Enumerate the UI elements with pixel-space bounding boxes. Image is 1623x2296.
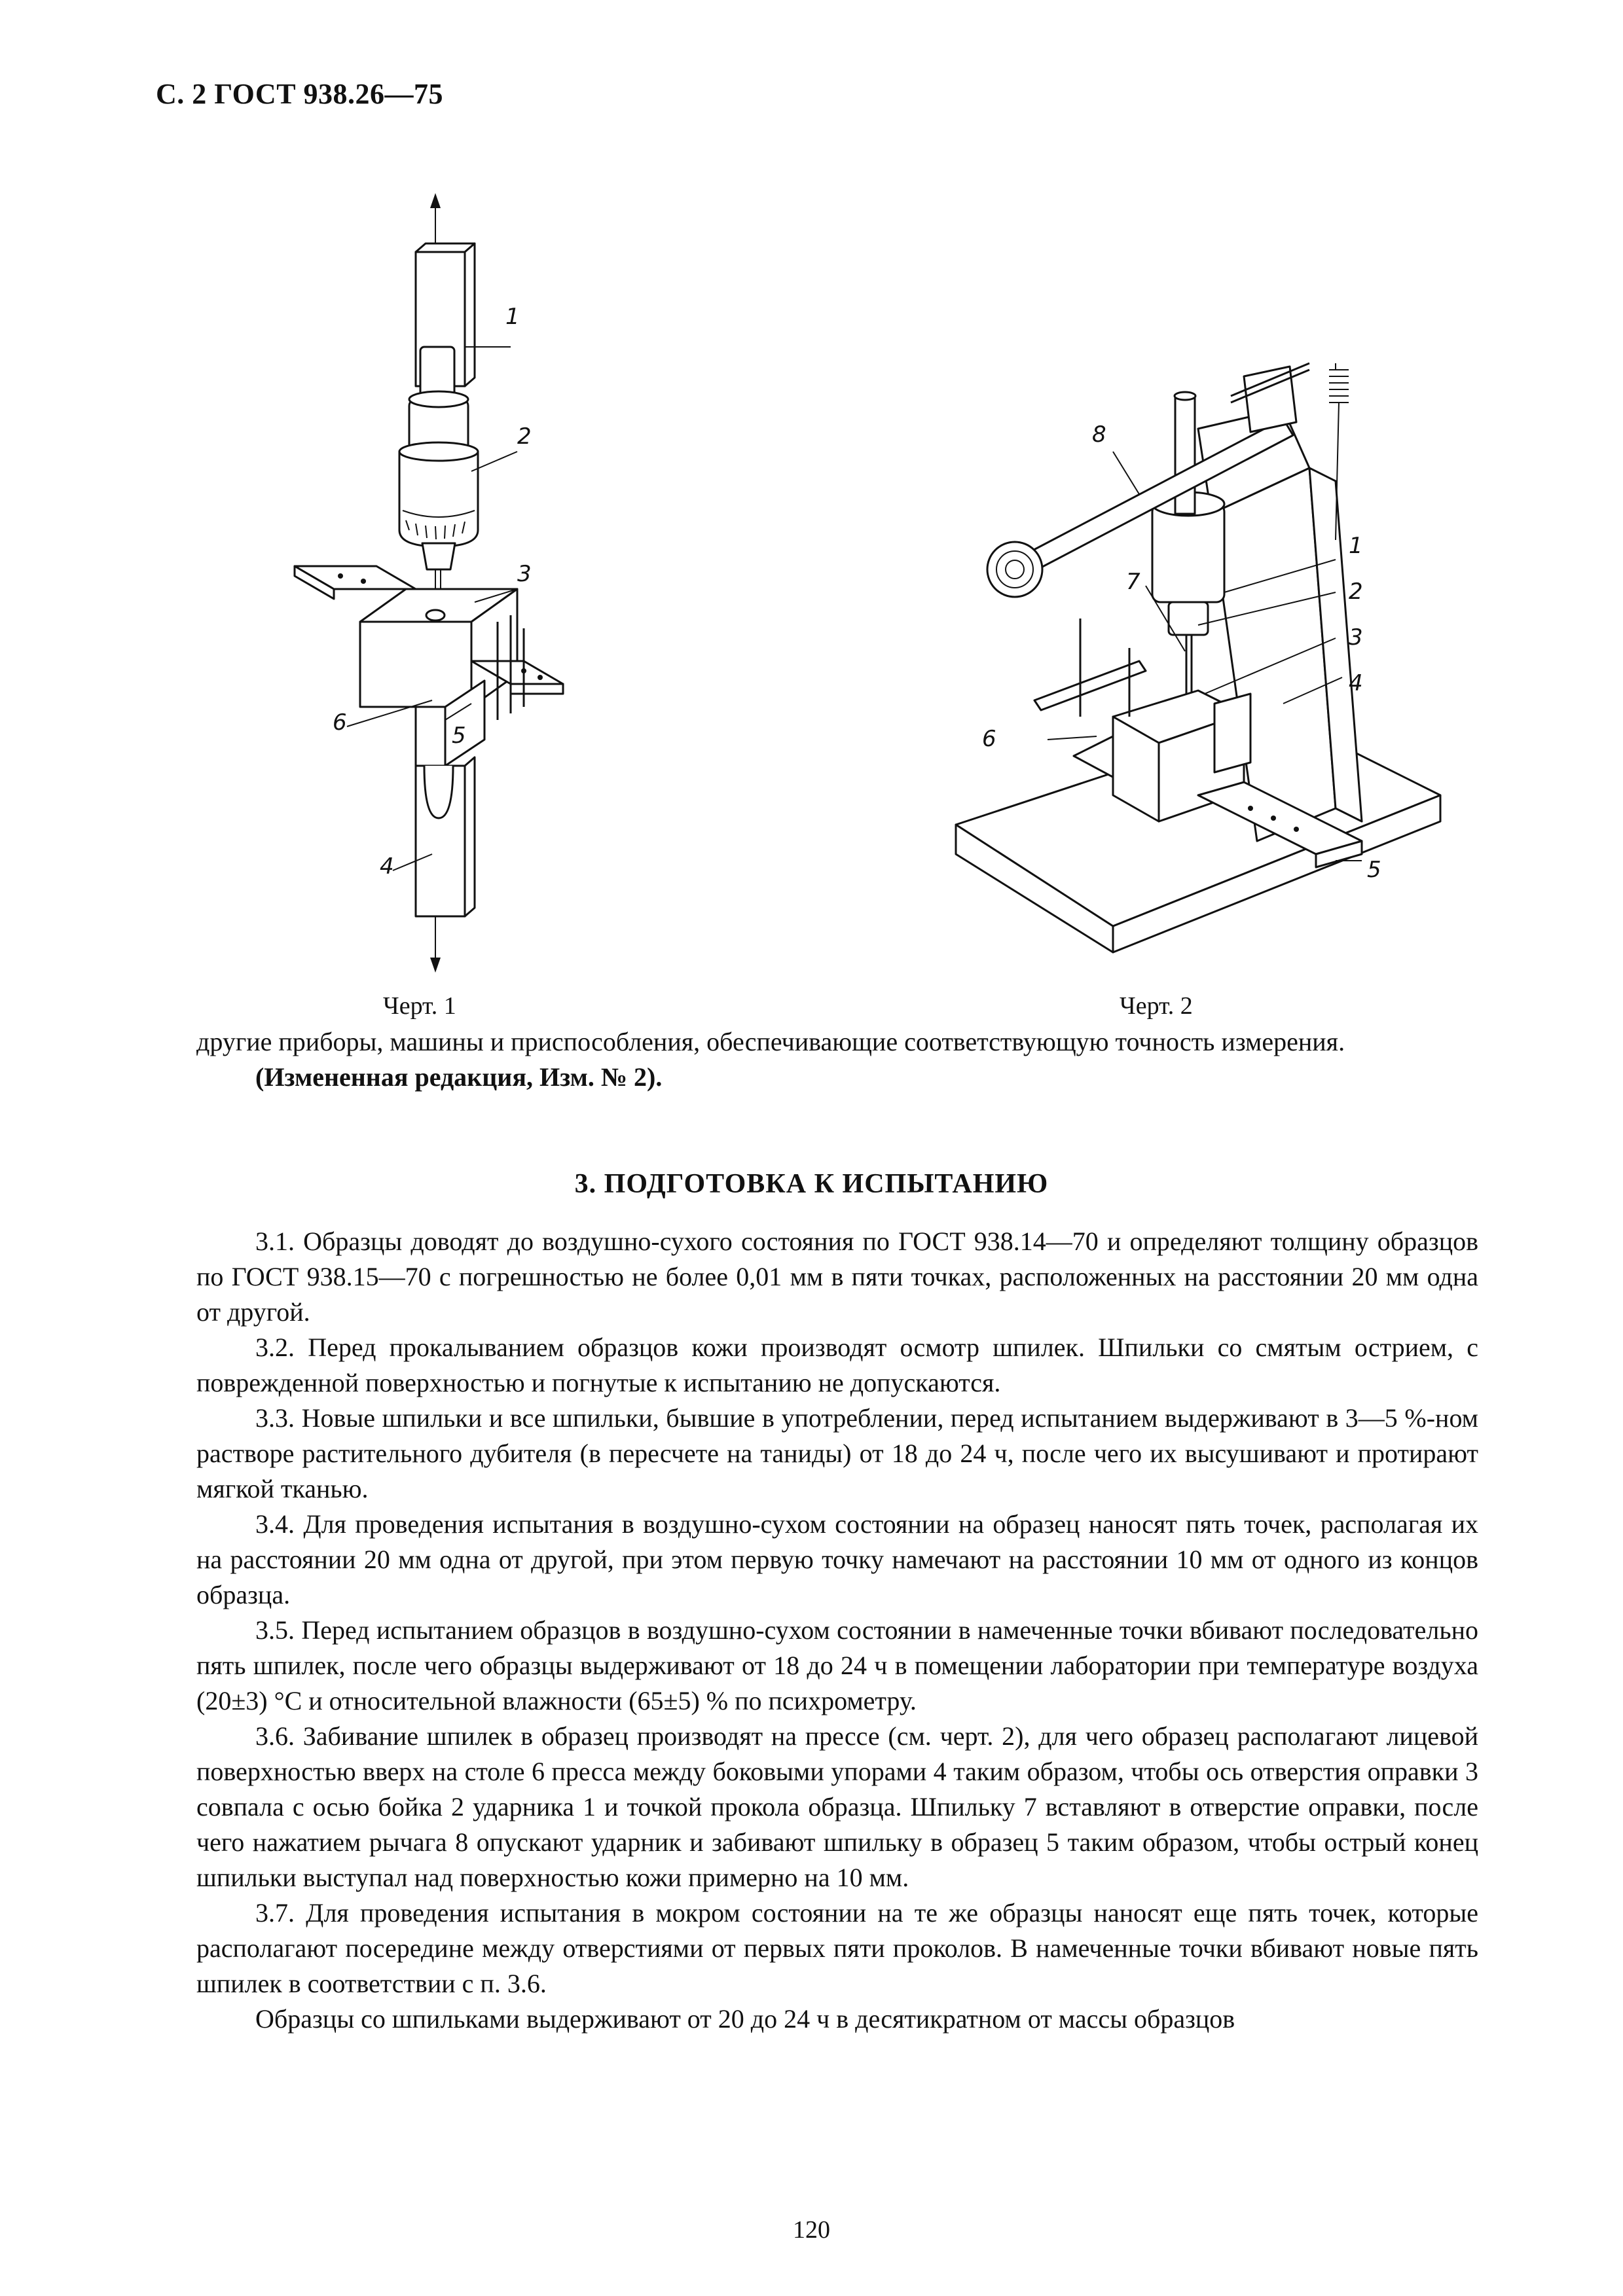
fig1-label-6: 6 [333, 709, 347, 736]
paragraph-3-3: 3.3. Новые шпильки и все шпильки, бывшие в употреблении, перед испытанием выдерживают в 3—5 %-ном растворе растительного дубителя (в пересчете на таниды) от 18 до 24 ч, после чего их высушивают и протирают мягкой тканью. [196, 1403, 1478, 1503]
paragraph-3-2: 3.2. Перед прокалыванием образцов кожи производят осмотр шпилек. Шпильки со смятым острием, с поврежденной поверхностью и погнутые к испытанию не допускаются. [196, 1333, 1478, 1397]
figure-2-drawing [917, 337, 1467, 965]
page-number: 120 [793, 2216, 830, 2244]
fig1-label-5: 5 [452, 723, 466, 749]
amendment-note: (Измененная редакция, Изм. № 2). [255, 1062, 663, 1092]
page-header: С. 2 ГОСТ 938.26—75 [156, 78, 444, 110]
fig2-label-8: 8 [1092, 422, 1106, 448]
paragraph-3-6: 3.6. Забивание шпилек в образец производят на прессе (см. черт. 2), для чего образец располагают лицевой поверхностью вверх на столе 6 пресса между боковыми упорами 4 таким образом, чтобы ось отверстия оправки 3 совпала с осью бойка 2 ударника 1 и точкой прокола образца. Шпильку 7 вставляют в отверстие оправки, после чего нажатием рычага 8 опускают ударник и забивают шпильку в образец 5 таким образом, чтобы острый конец шпильки выступал над поверхностью кожи примерно на 10 мм. [196, 1721, 1478, 1892]
paragraph-final: Образцы со шпильками выдерживают от 20 до 24 ч в десятикратном от массы образцов [255, 2004, 1235, 2034]
fig2-label-6: 6 [982, 726, 996, 752]
paragraph-3-7: 3.7. Для проведения испытания в мокром состоянии на те же образцы наносят еще пять точек, которые располагают посередине между отверстиями от первых пяти проколов. В намеченные точки вбивают новые пять шпилек в соответствии с п. 3.6. [196, 1898, 1478, 1998]
continuation-text: другие приборы, машины и приспособления, обеспечивающие соответствующую точность измерения. [196, 1027, 1345, 1056]
fig2-label-1: 1 [1349, 533, 1363, 559]
fig2-label-3: 3 [1349, 624, 1363, 651]
fig1-label-2: 2 [517, 423, 532, 450]
fig2-label-5: 5 [1367, 857, 1381, 883]
paragraph-3-1: 3.1. Образцы доводят до воздушно-сухого состояния по ГОСТ 938.14—70 и определяют толщину образцов по ГОСТ 938.15—70 с погрешностью не более 0,01 мм в пяти точках, расположенных на расстоянии 20 мм одна от другой. [196, 1227, 1478, 1327]
figure-1-drawing [275, 190, 615, 975]
section-title: 3. ПОДГОТОВКА К ИСПЫТАНИЮ [574, 1169, 1049, 1199]
fig2-label-7: 7 [1126, 569, 1140, 595]
fig1-label-1: 1 [505, 304, 520, 330]
fig2-label-4: 4 [1349, 670, 1363, 696]
figure-1-caption: Черт. 1 [383, 992, 456, 1020]
fig1-label-3: 3 [517, 561, 532, 587]
continuation-block [196, 1024, 1478, 1095]
paragraph-3-4: 3.4. Для проведения испытания в воздушно-сухом состоянии на образец наносят пять точек, располагая их на расстоянии 20 мм одна от другой, при этом первую точку намечают на расстоянии 10 мм от одного из концов образца. [196, 1509, 1478, 1609]
paragraph-3-5: 3.5. Перед испытанием образцов в воздушно-сухом состоянии в намеченные точки вбивают последовательно пять шпилек, после чего образцы выдерживают от 18 до 24 ч в помещении лаборатории при температуре воздуха (20±3) °С и относительной влажности (65±5) % по психрометру. [196, 1615, 1478, 1715]
fig1-label-4: 4 [380, 853, 394, 880]
fig2-label-2: 2 [1349, 579, 1363, 605]
body-text [196, 1224, 1478, 2037]
figure-2-caption: Черт. 2 [1120, 992, 1193, 1020]
